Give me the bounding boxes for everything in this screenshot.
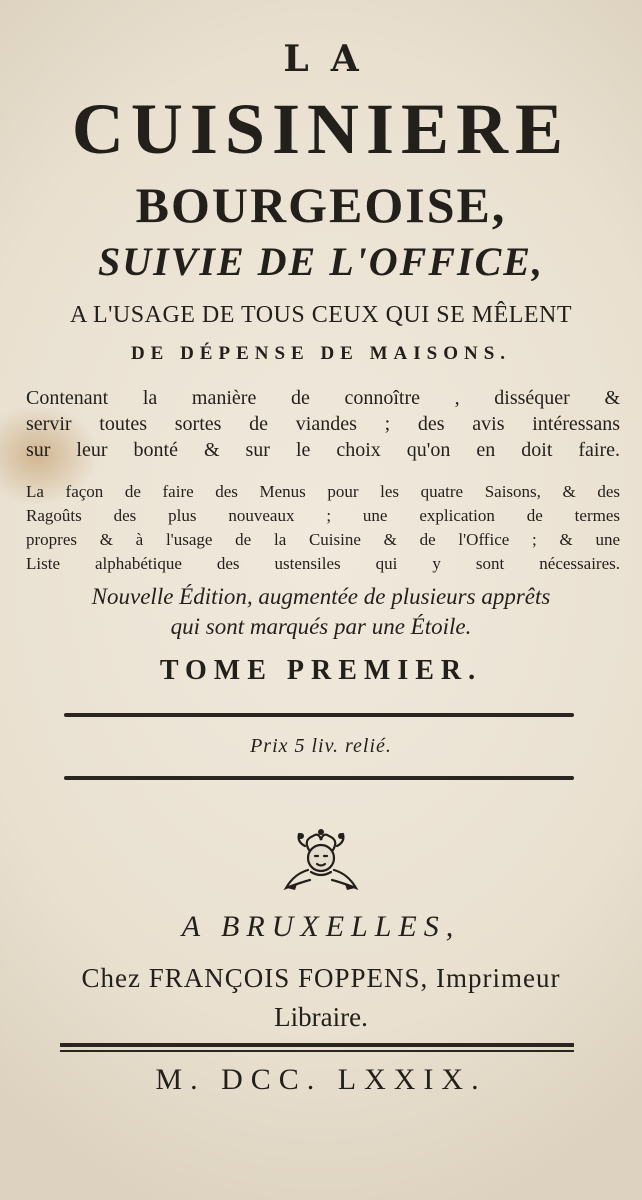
depense-line: DE DÉPENSE DE MAISONS. — [130, 343, 512, 364]
title-sub: BOURGEOISE, — [135, 177, 507, 233]
description-1-line: Contenant la manière de connoître , disséquer & — [26, 387, 620, 409]
cherub-head-ornament-icon — [281, 826, 361, 896]
publication-date: M. DCC. LXXIX. — [155, 1063, 487, 1096]
publisher-line: Chez FRANÇOIS FOPPENS, Imprimeur — [81, 963, 561, 993]
description-2-line: Ragoûts des plus nouveaux ; une explication de termes — [26, 506, 620, 525]
place-line: A BRUXELLES, — [181, 910, 461, 943]
description-paragraph-1 — [26, 385, 620, 463]
description-1-line: servir toutes sortes de viandes ; des avis intéressans — [26, 413, 620, 435]
title-main: CUISINIERE — [71, 89, 571, 169]
description-2-line: Liste alphabétique des ustensiles qui y sont nécessaires. — [26, 554, 620, 573]
usage-line: A L'USAGE DE TOUS CEUX QUI SE MÊLENT — [69, 302, 573, 328]
description-2-line: La façon de faire des Menus pour les quatre Saisons, & des — [26, 482, 620, 501]
edition-note-line-2: qui sont marqués par une Étoile. — [170, 614, 472, 639]
rule-divider — [64, 713, 574, 717]
tome-label: TOME PREMIER. — [159, 655, 483, 686]
subtitle: SUIVIE DE L'OFFICE, — [98, 239, 544, 284]
price-line: Prix 5 liv. relié. — [250, 735, 392, 757]
double-rule-divider — [60, 1043, 574, 1052]
publisher-role: Libraire. — [274, 1002, 368, 1032]
description-2-line: propres & à l'usage de la Cuisine & de l'Office ; & une — [26, 530, 620, 549]
description-1-line: sur leur bonté & sur le choix qu'on en doit faire. — [26, 439, 620, 461]
edition-note-line-1: Nouvelle Édition, augmentée de plusieurs apprêts — [91, 584, 551, 609]
rule-divider — [64, 776, 574, 780]
edition-note — [0, 582, 642, 642]
description-paragraph-2 — [26, 480, 620, 576]
title-article: LA — [283, 38, 381, 80]
